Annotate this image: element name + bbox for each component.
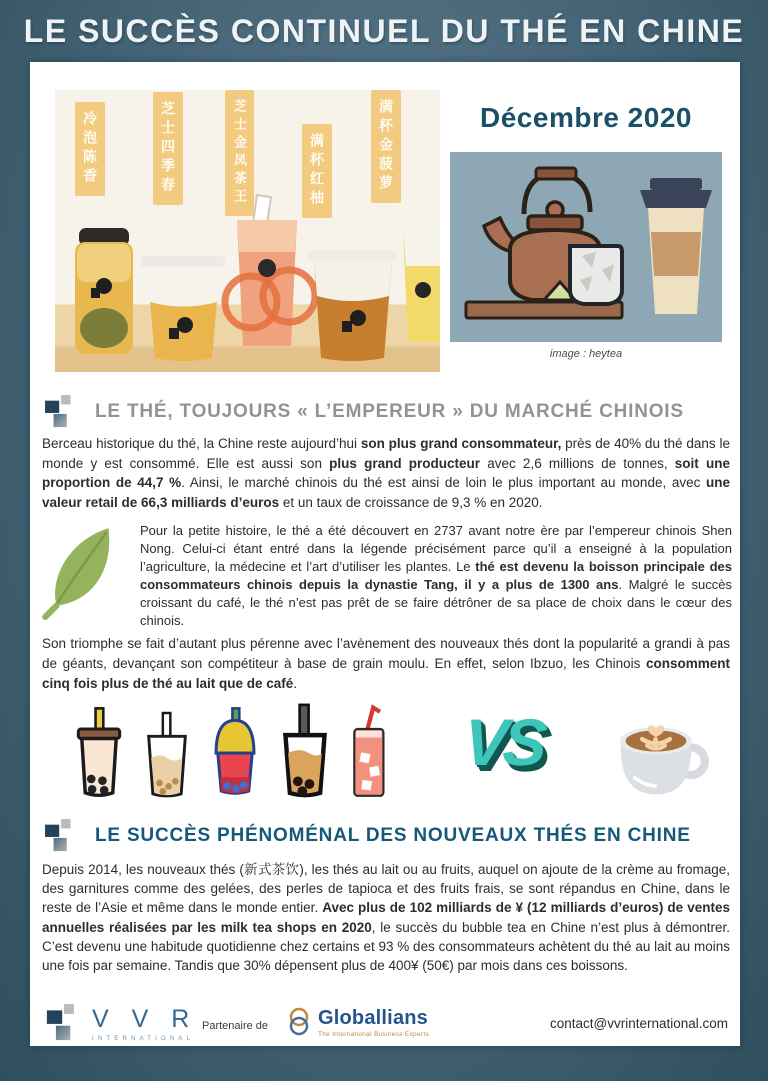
section-1-paragraph-2: Son triomphe se fait d’autant plus pérenne avec l’avènement des nouveaux thés dont la popularité a grandi à pas de géants, devançant son compétiteur à base de grain moulu. En effet, selon Ibzuo, les Chinois consomment cinq fois plus de thé au lait que de café. (42, 636, 730, 691)
tea-cups-photo-art (55, 90, 440, 372)
vs-text: VS (461, 705, 545, 779)
milk-tea-black-icon (273, 700, 337, 804)
dome-lid-slush-icon (204, 704, 266, 804)
vvr-subtitle: INTERNATIONAL (92, 1035, 195, 1042)
issue-date: Décembre 2020 (480, 102, 692, 133)
section-2-title: LE SUCCÈS PHÉNOMÉNAL DES NOUVEAUX THÉS EN CHINE (95, 825, 691, 846)
globallians-tagline: The International Business Experts (318, 1030, 430, 1038)
leaf-icon (36, 522, 130, 620)
section-1-title: LE THÉ, TOUJOURS « L’EMPEREUR » DU MARCHÉ CHINOIS (95, 401, 684, 422)
bubble-tea-icons (68, 700, 392, 804)
teapot-and-togo-cup-illustration (450, 152, 722, 342)
photo-label-4: 满杯红柚 (302, 124, 332, 218)
photo-label-2: 芝士四季春 (153, 92, 183, 205)
latte-mug-icon (596, 706, 716, 804)
vvr-squares-icon (44, 395, 82, 429)
globallians-emblem-icon (285, 1006, 313, 1038)
photo-credit: image : heytea (549, 348, 623, 360)
vvr-squares-icon (44, 819, 82, 853)
partner-label: Partenaire de (202, 1020, 269, 1032)
section-2-paragraph: Depuis 2014, les nouveaux thés (新式茶饮), les thés au lait ou au fruits, auquel on ajoute de la crème au fromage, des garnitures comme des gelées, des perles de tapioca et des fruits frais, se sont répandus en Chine, dans le reste de l’Asie et même dans le monde entier. Avec plus de 102 milliards de ¥ (12 milliards d’euros) de ventes annuelles réalisées par les milk tea shops en 2020, le succès du bubble tea en Chine n’est plus à démontrer. C’est devenu une habitude quotidienne chez certains et 93 % des consommateurs achètent du thé au lait au moins une fois par semaine. Tandis que 30% dépensent plus de 400¥ (50€) par mois dans ces boissons. (42, 862, 730, 974)
heytea-product-photo (55, 90, 440, 372)
contact-email-link[interactable]: contact@vvrinternational.com (549, 1016, 728, 1031)
tea-vs-coffee-row (30, 698, 740, 810)
globallians-name: Globallians (318, 1006, 429, 1029)
section-1-paragraph-1: Berceau historique du thé, la Chine reste aujourd’hui son plus grand consommateur, près de 40% du thé dans le monde y est consommé. Elle est aussi son plus grand producteur avec 2,6 millions de tonnes, soit une proportion de 44,7 %. Ainsi, le marché chinois du thé est ainsi de loin le plus important au monde, avec une valeur retail de 66,3 milliards d’euros et un taux de croissance de 9,3 % en 2020. (42, 436, 730, 510)
photo-label-5: 满杯金菠萝 (371, 90, 401, 203)
footer (30, 1000, 740, 1046)
vvr-wordmark: V V R (92, 1004, 198, 1033)
section-2-header (44, 818, 691, 854)
photo-label-1: 冷泡陈香 (75, 102, 105, 196)
page-title: LE SUCCÈS CONTINUEL DU THÉ EN CHINE (23, 13, 745, 49)
iced-drink-glass-icon (344, 702, 392, 804)
content-card (30, 62, 740, 1046)
globallians-logo (285, 1006, 429, 1038)
vvr-logo (46, 1002, 197, 1044)
section-1-header (44, 394, 684, 430)
bubble-tea-outline-icon (137, 707, 197, 804)
bubble-tea-cream-icon (68, 704, 130, 804)
vvr-squares-icon (46, 1002, 82, 1044)
section-1-leaf-paragraph: Pour la petite histoire, le thé a été découvert en 2737 avant notre ère par l’empereur chinois Shen Nong. Celui-ci étant entré dans la légende précisément parce qu’il a enseigné à la population l’agriculture, la médecine et l’art d’utiliser les plantes. Le thé est devenu la boisson principale des consommateurs chinois depuis la dynastie Tang, il y a plus de 1300 ans. Malgré le succès croissant du café, le thé n’est pas prêt de se faire détrôner de sa place de choix dans le cœur des chinois. (140, 523, 732, 628)
photo-label-3: 芝士金凤茶王 (225, 90, 254, 216)
